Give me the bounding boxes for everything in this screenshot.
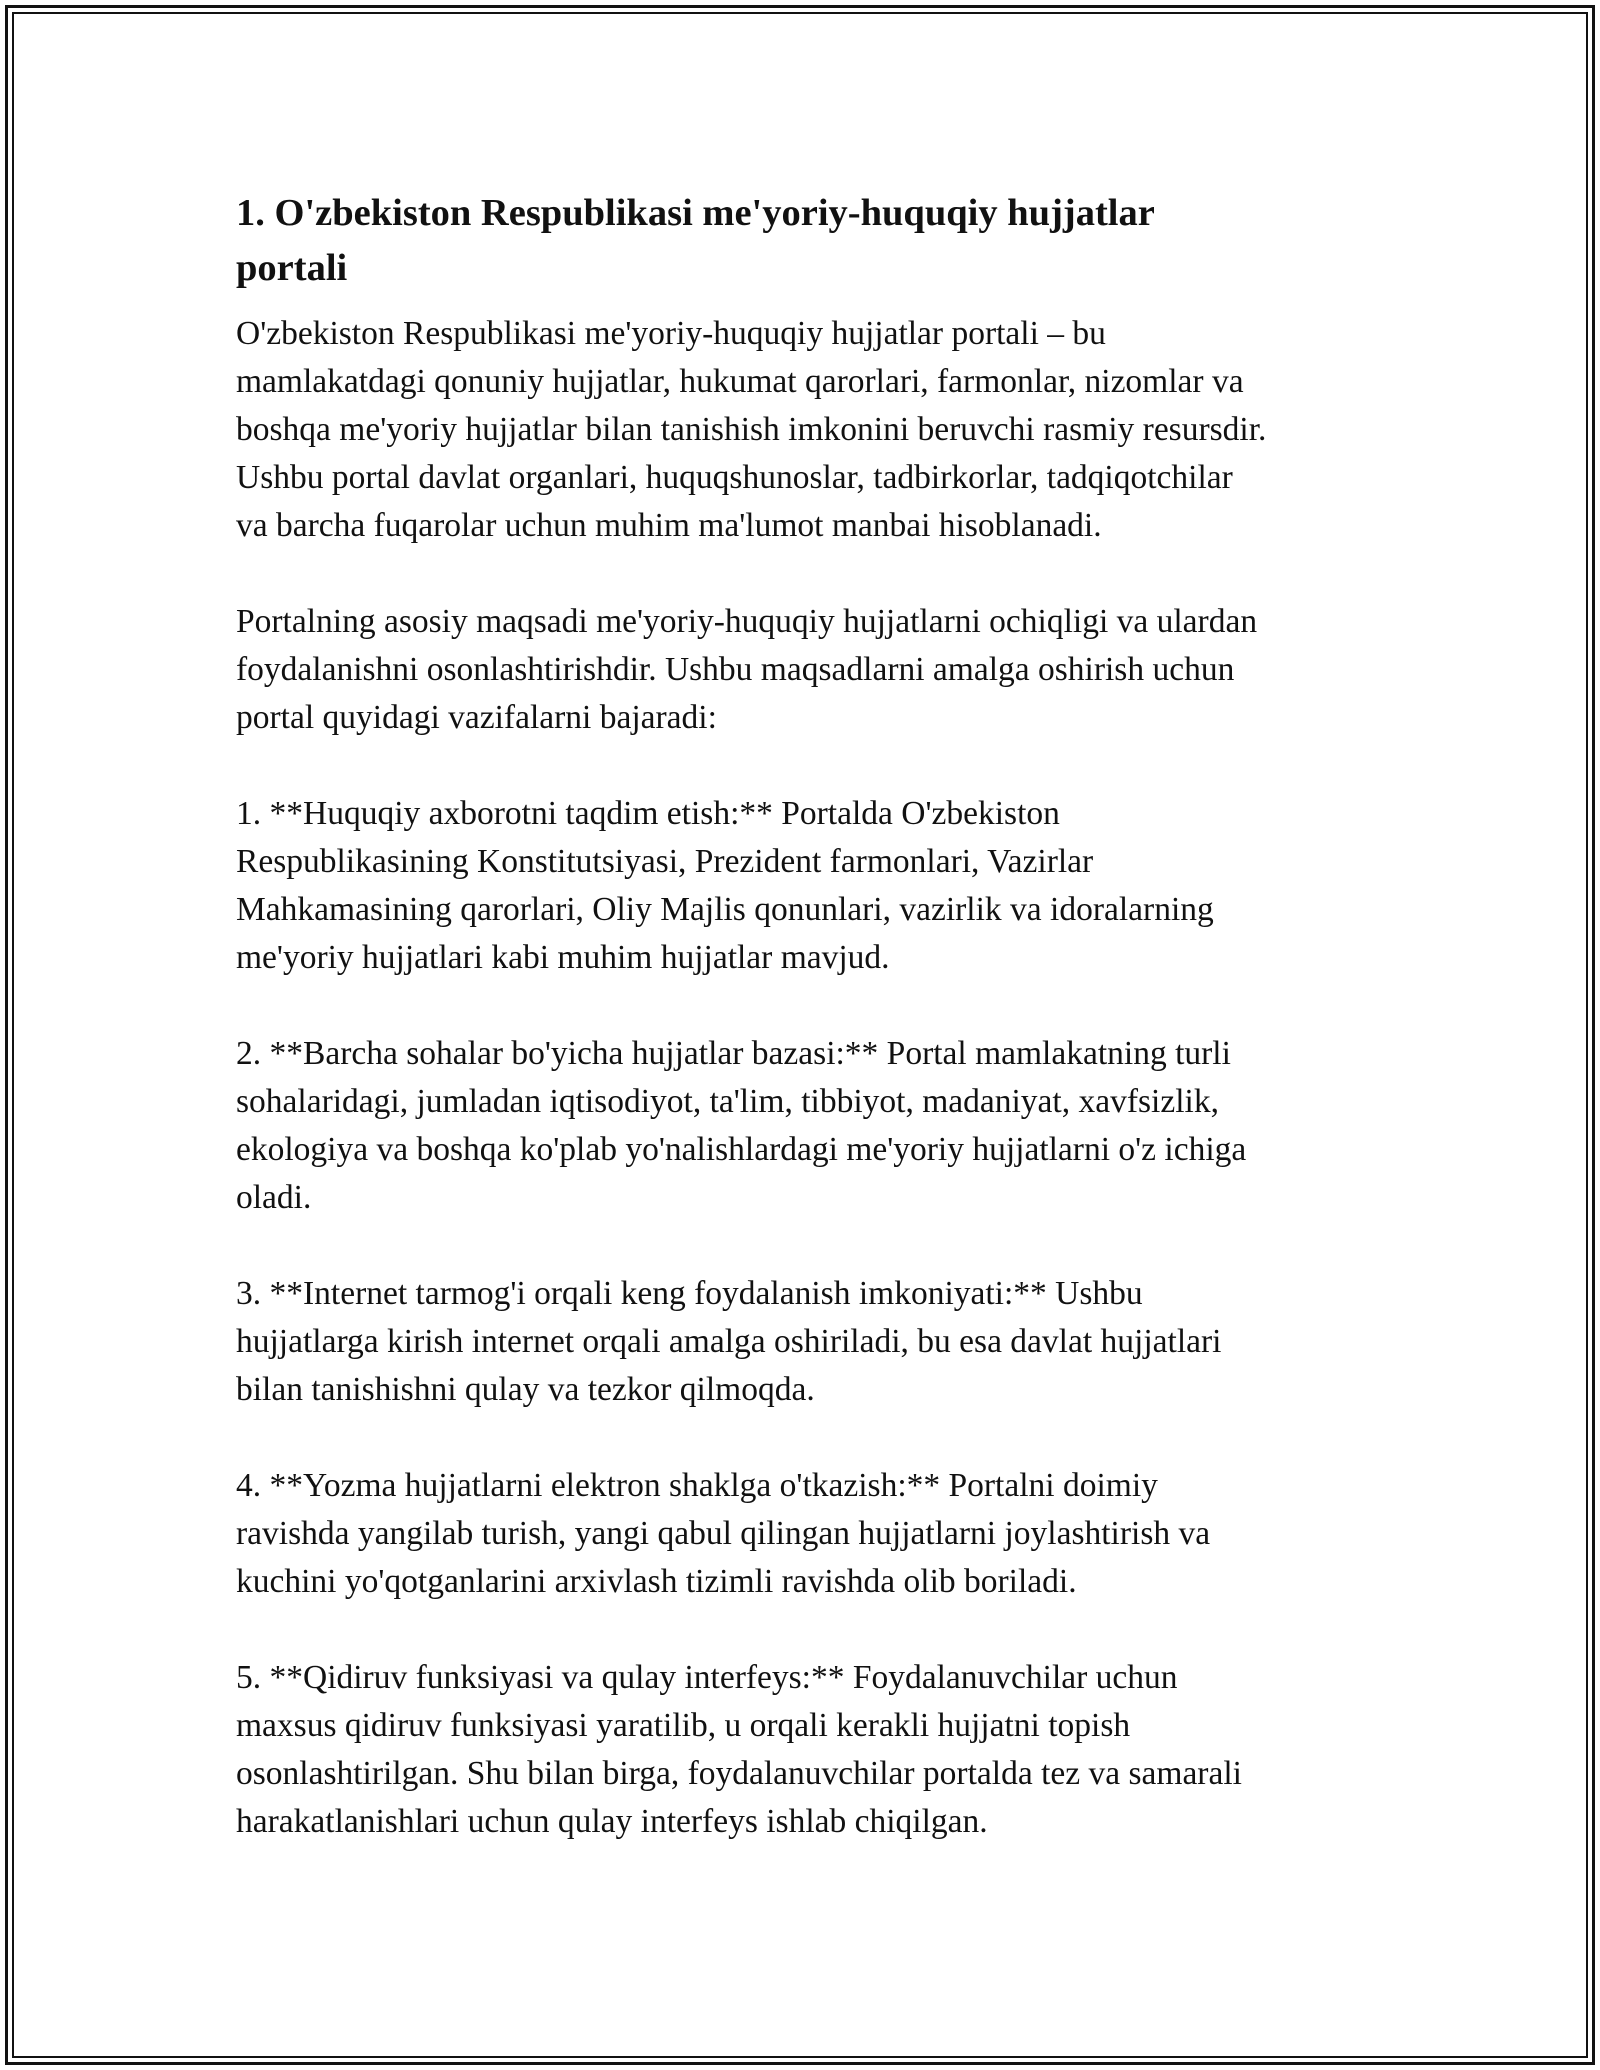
text-line: 1. **Huquqiy axborotni taqdim etish:** Portalda O'zbekiston: [236, 795, 1060, 832]
text-line: kuchini yo'qotganlarini arxivlash tizimli ravishda olib boriladi.: [236, 1563, 1077, 1600]
text-line: 4. **Yozma hujjatlarni elektron shaklga o'tkazish:** Portalni doimiy: [236, 1467, 1158, 1504]
text-line: 2. **Barcha sohalar bo'yicha hujjatlar bazasi:** Portal mamlakatning turli: [236, 1035, 1231, 1072]
text-line: Portalning asosiy maqsadi me'yoriy-huquqiy hujjatlarni ochiqligi va ulardan: [236, 603, 1258, 640]
paragraph-purpose: [236, 598, 1386, 742]
text-line: ekologiya va boshqa ko'plab yo'nalishlardagi me'yoriy hujjatlarni o'z ichiga: [236, 1131, 1247, 1168]
text-line: me'yoriy hujjatlari kabi muhim hujjatlar mavjud.: [236, 939, 890, 976]
text-line: 5. **Qidiruv funksiyasi va qulay interfeys:** Foydalanuvchilar uchun: [236, 1659, 1178, 1696]
document-title: 1. O'zbekiston Respublikasi me'yoriy-huquqiy hujjatlar portali: [236, 192, 1155, 289]
text-line: sohalaridagi, jumladan iqtisodiyot, ta'lim, tibbiyot, madaniyat, xavfsizlik,: [236, 1083, 1219, 1120]
text-line: va barcha fuqarolar uchun muhim ma'lumot manbai hisoblanadi.: [236, 507, 1102, 544]
text-line: hujjatlarga kirish internet orqali amalga oshiriladi, bu esa davlat hujjatlari: [236, 1323, 1222, 1360]
list-item-2: [236, 1030, 1386, 1222]
text-line: harakatlanishlari uchun qulay interfeys ishlab chiqilgan.: [236, 1803, 988, 1840]
text-line: Ushbu portal davlat organlari, huquqshunoslar, tadbirkorlar, tadqiqotchilar: [236, 459, 1233, 496]
list-item-4: [236, 1462, 1386, 1606]
paragraph-intro: [236, 310, 1386, 550]
text-line: oladi.: [236, 1179, 312, 1216]
text-line: maxsus qidiruv funksiyasi yaratilib, u orqali kerakli hujjatni topish: [236, 1707, 1131, 1744]
document-body: [236, 186, 1386, 1894]
text-line: foydalanishni osonlashtirishdir. Ushbu maqsadlarni amalga oshirish uchun: [236, 651, 1235, 688]
text-line: Respublikasining Konstitutsiyasi, Prezident farmonlari, Vazirlar: [236, 843, 1094, 880]
list-item-3: [236, 1270, 1386, 1414]
text-line: mamlakatdagi qonuniy hujjatlar, hukumat qarorlari, farmonlar, nizomlar va: [236, 363, 1244, 400]
text-line: boshqa me'yoriy hujjatlar bilan tanishish imkonini beruvchi rasmiy resursdir.: [236, 411, 1267, 448]
text-line: Mahkamasining qarorlari, Oliy Majlis qonunlari, vazirlik va idoralarning: [236, 891, 1214, 928]
text-line: ravishda yangilab turish, yangi qabul qilingan hujjatlarni joylashtirish va: [236, 1515, 1211, 1552]
list-item-5: [236, 1654, 1386, 1846]
text-line: osonlashtirilgan. Shu bilan birga, foydalanuvchilar portalda tez va samarali: [236, 1755, 1242, 1792]
text-line: 3. **Internet tarmog'i orqali keng foydalanish imkoniyati:** Ushbu: [236, 1275, 1143, 1312]
text-line: bilan tanishishni qulay va tezkor qilmoqda.: [236, 1371, 815, 1408]
text-line: O'zbekiston Respublikasi me'yoriy-huquqiy hujjatlar portali – bu: [236, 315, 1106, 352]
list-item-1: [236, 790, 1386, 982]
text-line: portal quyidagi vazifalarni bajaradi:: [236, 699, 717, 736]
